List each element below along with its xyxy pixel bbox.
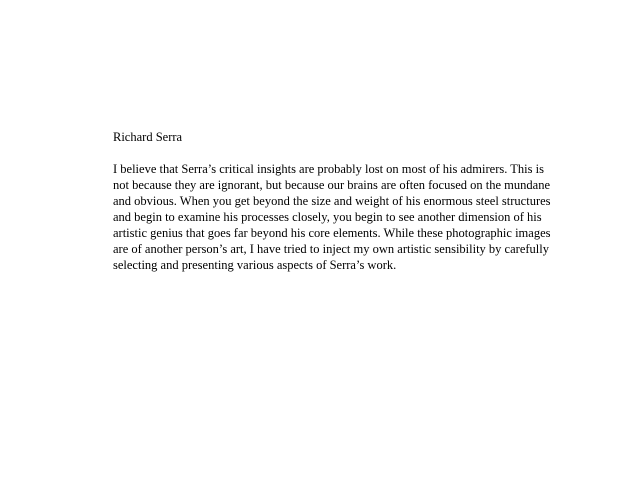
paragraph-line: are of another person’s art, I have tried to inject my own artistic sensibility by carefully [113, 242, 549, 256]
document-paragraph [113, 161, 551, 273]
paragraph-line: I believe that Serra’s critical insights are probably lost on most of his admirers. This is [113, 162, 544, 176]
paragraph-line: not because they are ignorant, but because our brains are often focused on the mundane [113, 178, 550, 192]
paragraph-line: artistic genius that goes far beyond his core elements. While these photographic images [113, 226, 551, 240]
paragraph-line: and obvious. When you get beyond the size and weight of his enormous steel structures [113, 194, 551, 208]
paragraph-line: and begin to examine his processes closely, you begin to see another dimension of his [113, 210, 542, 224]
paragraph-line: selecting and presenting various aspects of Serra’s work. [113, 258, 397, 272]
document-title: Richard Serra [113, 130, 183, 144]
